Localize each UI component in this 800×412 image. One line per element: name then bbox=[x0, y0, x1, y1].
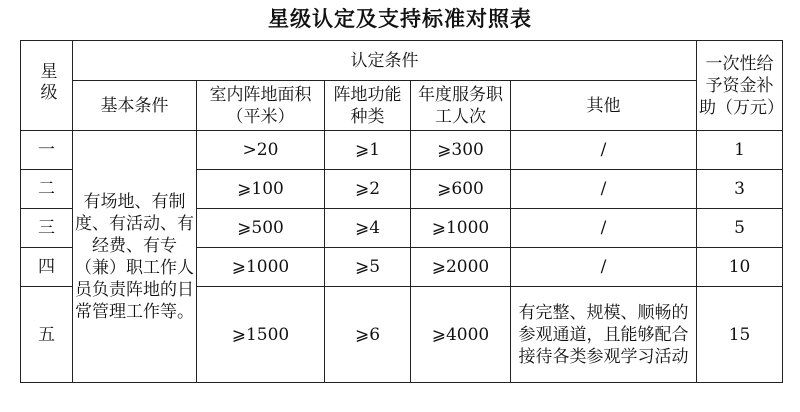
cell-type: ⩾5 bbox=[325, 248, 411, 287]
cell-level: 四 bbox=[21, 248, 73, 287]
header-other: 其他 bbox=[511, 81, 697, 131]
cell-other: / bbox=[511, 209, 697, 248]
header-area: 室内阵地面积（平米） bbox=[197, 81, 325, 131]
standards-table bbox=[20, 40, 783, 383]
cell-level: 一 bbox=[21, 131, 73, 170]
header-type: 阵地功能种类 bbox=[325, 81, 411, 131]
cell-area: >20 bbox=[197, 131, 325, 170]
cell-area: ⩾100 bbox=[197, 170, 325, 209]
cell-staff: ⩾2000 bbox=[411, 248, 511, 287]
cell-type: ⩾6 bbox=[325, 287, 411, 383]
cell-staff: ⩾1000 bbox=[411, 209, 511, 248]
cell-staff: ⩾4000 bbox=[411, 287, 511, 383]
cell-area: ⩾500 bbox=[197, 209, 325, 248]
header-row-group bbox=[21, 41, 783, 81]
cell-type: ⩾4 bbox=[325, 209, 411, 248]
cell-basic-conditions: 有场地、有制度、有活动、有经费、有专（兼）职工作人员负责阵地的日常管理工作等。 bbox=[73, 131, 197, 383]
cell-area: ⩾1500 bbox=[197, 287, 325, 383]
cell-area: ⩾1000 bbox=[197, 248, 325, 287]
cell-level: 五 bbox=[21, 287, 73, 383]
cut-off-text-line bbox=[80, 402, 720, 412]
cell-other: / bbox=[511, 248, 697, 287]
cell-subsidy: 3 bbox=[697, 170, 783, 209]
cell-subsidy: 1 bbox=[697, 131, 783, 170]
cell-other: / bbox=[511, 170, 697, 209]
cell-subsidy: 5 bbox=[697, 209, 783, 248]
cell-subsidy: 15 bbox=[697, 287, 783, 383]
cell-type: ⩾2 bbox=[325, 170, 411, 209]
header-star-level-label: 星级 bbox=[36, 61, 57, 104]
header-staff: 年度服务职工人次 bbox=[411, 81, 511, 131]
cell-subsidy: 10 bbox=[697, 248, 783, 287]
cell-other: / bbox=[511, 131, 697, 170]
cell-level: 三 bbox=[21, 209, 73, 248]
header-criteria-group: 认定条件 bbox=[73, 41, 697, 81]
header-star-level bbox=[21, 41, 73, 131]
cell-type: ⩾1 bbox=[325, 131, 411, 170]
cell-staff: ⩾300 bbox=[411, 131, 511, 170]
header-basic: 基本条件 bbox=[73, 81, 197, 131]
header-row-sub bbox=[21, 81, 783, 131]
table-row bbox=[21, 131, 783, 170]
page-title: 星级认定及支持标准对照表 bbox=[268, 7, 532, 31]
cell-level: 二 bbox=[21, 170, 73, 209]
header-subsidy: 一次性给予资金补助（万元） bbox=[697, 41, 783, 131]
cell-staff: ⩾600 bbox=[411, 170, 511, 209]
cell-other: 有完整、规模、顺畅的参观通道，且能够配合接待各类参观学习活动 bbox=[511, 287, 697, 383]
